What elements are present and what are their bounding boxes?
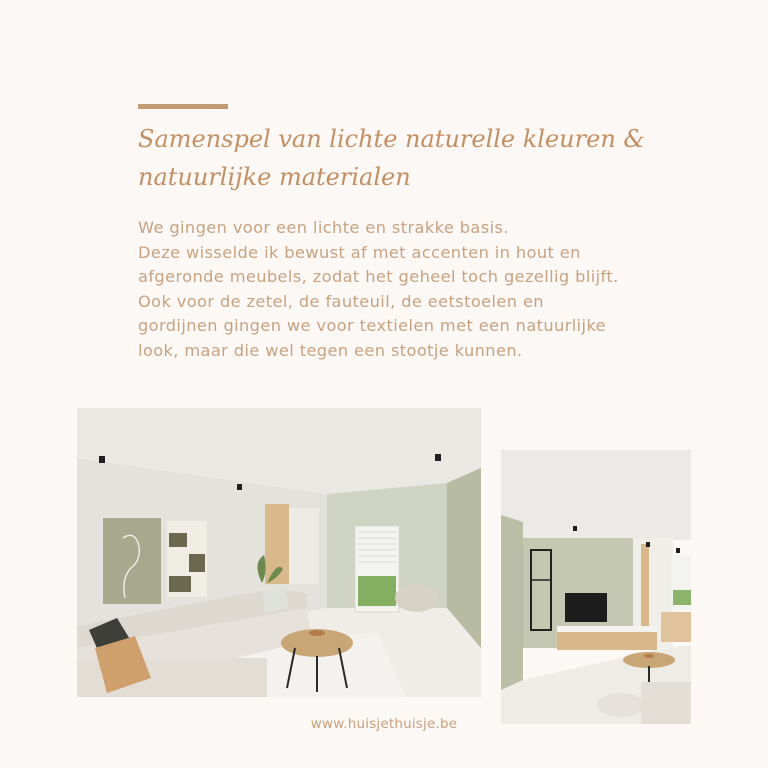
body-line-4: Ook voor de zetel, de fauteuil, de eetstoelen en [138,291,544,311]
body-line-5: gordijnen gingen we voor textielen met een natuurlijke [138,316,607,335]
living-room-photo [77,408,481,697]
body-line-6: look, maar die wel tegen een stootje kunnen. [138,340,523,360]
headline [138,120,658,196]
website-url[interactable]: www.huisjethuisje.be [310,716,458,732]
tv-wall-photo [501,450,691,724]
accent-bar [138,104,228,109]
body-paragraph [138,216,718,363]
headline-line-1: Samenspel van lichte naturelle kleuren & [138,125,645,153]
headline-line-2: natuurlijke materialen [138,163,411,191]
body-line-2: Deze wisselde ik bewust af met accenten in hout en [138,242,581,262]
body-line-3: afgeronde meubels, zodat het geheel toch gezellig blijft. [138,267,619,286]
body-line-1: We gingen voor een lichte en strakke basis. [138,218,509,237]
